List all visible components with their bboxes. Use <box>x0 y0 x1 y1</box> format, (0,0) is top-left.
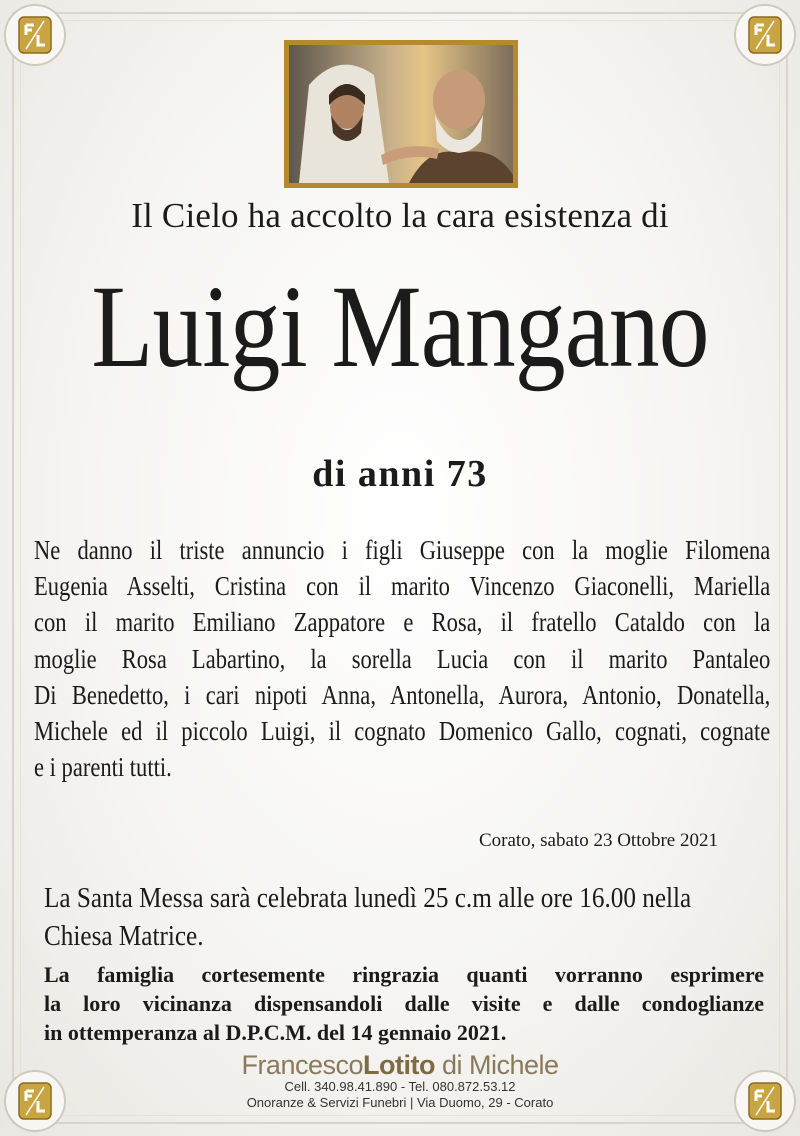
funeral-home-suffix: di Michele <box>434 1050 559 1080</box>
announcement-line: e i parenti tutti. <box>34 751 172 783</box>
fl-logo-icon <box>734 4 796 66</box>
announcement-line: Michele ed il piccolo Luigi, il cognato Domenico Gallo, cognati, cognate <box>34 715 771 747</box>
fl-logo-icon <box>4 4 66 66</box>
announcement-line: Ne danno il triste annuncio i figli Giuseppe con la moglie Filomena <box>34 534 771 565</box>
religious-portrait-image <box>284 40 518 188</box>
funeral-home-contacts: Cell. 340.98.41.890 - Tel. 080.872.53.12 <box>284 1079 516 1094</box>
funeral-home-name <box>0 1050 800 1081</box>
thanks-line: la loro vicinanza dispensandoli dalle visite e dalle condoglianze <box>44 991 764 1016</box>
announcement-line: con il marito Emiliano Zappatore e Rosa, il fratello Cataldo con la <box>34 606 771 638</box>
mass-line: Chiesa Matrice. <box>44 921 204 952</box>
dateline: Corato, sabato 23 Ottobre 2021 <box>478 830 718 851</box>
thanks-line: in ottemperanza al D.P.C.M. del 14 gennaio 2021. <box>44 1020 507 1045</box>
deceased-name: Luigi Mangano <box>91 261 709 392</box>
funeral-home-last-name: Lotito <box>363 1050 435 1080</box>
mass-line: La Santa Messa sarà celebrata lunedì 25 c.m alle ore 16.00 nella <box>44 883 692 914</box>
announcement-line: moglie Rosa Labartino, la sorella Lucia con il marito Pantaleo <box>34 642 771 674</box>
thanks-notice <box>44 960 764 1047</box>
intro-text: Il Cielo ha accolto la cara esistenza di <box>131 196 669 235</box>
funeral-home-address: Onoranze & Servizi Funebri | Via Duomo, 29 - Corato <box>246 1095 554 1110</box>
announcement-paragraph <box>34 532 770 785</box>
deceased-age: di anni 73 <box>312 453 488 495</box>
announcement-line: Eugenia Asselti, Cristina con il marito Vincenzo Giaconelli, Mariella <box>34 570 771 602</box>
mass-notice <box>44 880 764 956</box>
announcement-line: Di Benedetto, i cari nipoti Anna, Antonella, Aurora, Antonio, Donatella, <box>34 678 771 710</box>
thanks-line: La famiglia cortesemente ringrazia quanti vorranno esprimere <box>44 962 764 987</box>
funeral-home-first-name: Francesco <box>241 1050 364 1080</box>
